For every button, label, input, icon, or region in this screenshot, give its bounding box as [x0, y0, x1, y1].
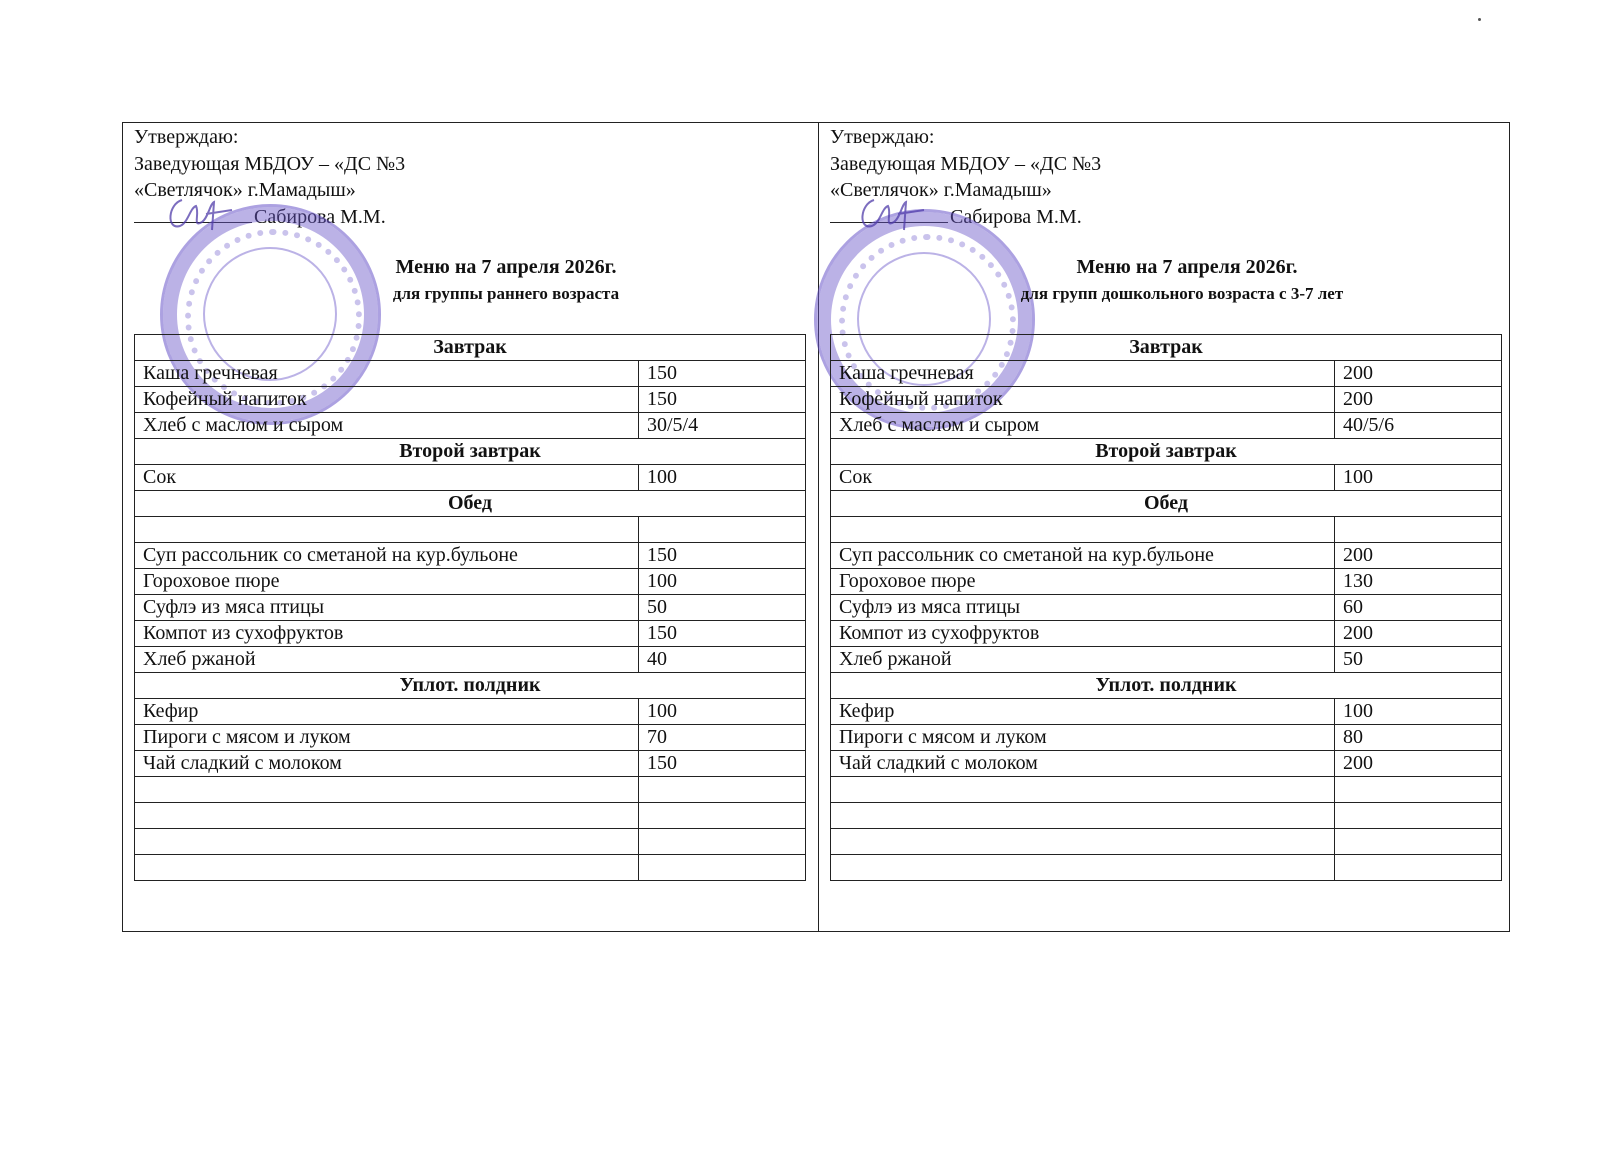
table-row: [135, 465, 806, 491]
table-row: [135, 751, 806, 777]
meal-section-title: Завтрак: [831, 335, 1502, 361]
portion-weight: 50: [1335, 647, 1502, 673]
table-row: [831, 725, 1502, 751]
table-row: [135, 699, 806, 725]
portion-weight: 150: [639, 387, 806, 413]
portion-weight: 200: [1335, 361, 1502, 387]
portion-weight: 150: [639, 543, 806, 569]
portion-weight: 100: [639, 569, 806, 595]
dish-name: Кефир: [831, 699, 1335, 725]
approval-signer: Сабирова М.М.: [254, 205, 386, 228]
dish-name: [135, 829, 639, 855]
approval-position: Заведующая МБДОУ – «ДС №3: [134, 152, 406, 175]
dish-name: Хлеб с маслом и сыром: [135, 413, 639, 439]
table-row: [831, 413, 1502, 439]
approval-label: Утверждаю:: [830, 126, 935, 148]
dish-name: Кофейный напиток: [135, 387, 639, 413]
table-row: [831, 699, 1502, 725]
section-header-row: [135, 491, 806, 517]
portion-weight: [639, 777, 806, 803]
dish-name: [831, 855, 1335, 881]
dish-name: Суфлэ из мяса птицы: [831, 595, 1335, 621]
menu-table: [134, 334, 806, 881]
table-row: [135, 855, 806, 881]
table-row: [135, 595, 806, 621]
dish-name: [831, 517, 1335, 543]
menu-subtitle: для групп дошкольного возраста с 3-7 лет: [1020, 284, 1344, 303]
dish-name: [135, 803, 639, 829]
section-header-row: [831, 335, 1502, 361]
table-row: [831, 387, 1502, 413]
table-row: [831, 543, 1502, 569]
approval-block: [830, 124, 1101, 230]
menu-panel-early-age: [126, 124, 816, 924]
portion-weight: 40: [639, 647, 806, 673]
meal-section-title: Обед: [135, 491, 806, 517]
portion-weight: [1335, 803, 1502, 829]
table-row: [831, 829, 1502, 855]
portion-weight: 60: [1335, 595, 1502, 621]
portion-weight: [1335, 517, 1502, 543]
dish-name: Каша гречневая: [135, 361, 639, 387]
section-header-row: [831, 439, 1502, 465]
approval-signature-line: [830, 204, 1101, 231]
table-row: [135, 569, 806, 595]
portion-weight: 40/5/6: [1335, 413, 1502, 439]
dish-name: [831, 777, 1335, 803]
portion-weight: [639, 829, 806, 855]
signature-underline: [830, 222, 948, 223]
dish-name: Компот из сухофруктов: [831, 621, 1335, 647]
dish-name: Сок: [135, 465, 639, 491]
dish-name: Суфлэ из мяса птицы: [135, 595, 639, 621]
table-row: [135, 647, 806, 673]
table-row: [831, 751, 1502, 777]
table-row: [831, 595, 1502, 621]
dish-name: Пироги с мясом и луком: [135, 725, 639, 751]
portion-weight: 50: [639, 595, 806, 621]
portion-weight: [639, 803, 806, 829]
table-row: [135, 413, 806, 439]
table-row: [135, 803, 806, 829]
dish-name: Компот из сухофруктов: [135, 621, 639, 647]
dish-name: [135, 777, 639, 803]
table-row: [135, 543, 806, 569]
dish-name: Хлеб с маслом и сыром: [831, 413, 1335, 439]
meal-section-title: Второй завтрак: [135, 439, 806, 465]
dish-name: Сок: [831, 465, 1335, 491]
table-row: [831, 803, 1502, 829]
table-row: [135, 517, 806, 543]
portion-weight: 200: [1335, 621, 1502, 647]
dish-name: [135, 855, 639, 881]
portion-weight: [639, 855, 806, 881]
dish-name: Гороховое пюре: [831, 569, 1335, 595]
table-row: [135, 621, 806, 647]
signature-underline: [134, 222, 252, 223]
dish-name: [831, 803, 1335, 829]
portion-weight: 100: [1335, 699, 1502, 725]
menu-subtitle: для группы раннего возраста: [392, 284, 620, 303]
menu-title: Меню на 7 апреля 2026г.: [395, 256, 617, 278]
portion-weight: 70: [639, 725, 806, 751]
dish-name: Суп рассольник со сметаной на кур.бульоне: [831, 543, 1335, 569]
table-row: [831, 361, 1502, 387]
table-row: [831, 465, 1502, 491]
portion-weight: 100: [639, 465, 806, 491]
approval-block: [134, 124, 405, 230]
dish-name: Суп рассольник со сметаной на кур.бульоне: [135, 543, 639, 569]
table-row: [831, 517, 1502, 543]
table-row: [831, 621, 1502, 647]
portion-weight: 150: [639, 751, 806, 777]
portion-weight: 200: [1335, 751, 1502, 777]
portion-weight: [1335, 777, 1502, 803]
table-row: [831, 777, 1502, 803]
meal-section-title: Завтрак: [135, 335, 806, 361]
table-row: [831, 855, 1502, 881]
dish-name: Кефир: [135, 699, 639, 725]
approval-organization: «Светлячок» г.Мамадыш»: [830, 179, 1052, 201]
portion-weight: [1335, 855, 1502, 881]
scan-speck: [1478, 18, 1481, 21]
section-header-row: [831, 491, 1502, 517]
portion-weight: 80: [1335, 725, 1502, 751]
portion-weight: 150: [639, 361, 806, 387]
meal-section-title: Второй завтрак: [831, 439, 1502, 465]
approval-label: Утверждаю:: [134, 126, 239, 148]
portion-weight: [1335, 829, 1502, 855]
portion-weight: 200: [1335, 543, 1502, 569]
dish-name: Гороховое пюре: [135, 569, 639, 595]
dish-name: Хлеб ржаной: [135, 647, 639, 673]
section-header-row: [135, 439, 806, 465]
approval-position: Заведующая МБДОУ – «ДС №3: [830, 152, 1102, 175]
table-row: [135, 387, 806, 413]
approval-signer: Сабирова М.М.: [950, 205, 1082, 228]
column-divider: [818, 122, 819, 932]
table-row: [135, 361, 806, 387]
dish-name: Каша гречневая: [831, 361, 1335, 387]
menu-table: [830, 334, 1502, 881]
dish-name: [831, 829, 1335, 855]
table-row: [831, 647, 1502, 673]
meal-section-title: Уплот. полдник: [831, 673, 1502, 699]
section-header-row: [831, 673, 1502, 699]
dish-name: [135, 517, 639, 543]
dish-name: Пироги с мясом и луком: [831, 725, 1335, 751]
approval-signature-line: [134, 204, 405, 231]
portion-weight: 100: [639, 699, 806, 725]
section-header-row: [135, 335, 806, 361]
meal-section-title: Уплот. полдник: [135, 673, 806, 699]
table-row: [135, 725, 806, 751]
portion-weight: 100: [1335, 465, 1502, 491]
dish-name: Чай сладкий с молоком: [135, 751, 639, 777]
menu-title: Меню на 7 апреля 2026г.: [1076, 256, 1298, 278]
portion-weight: 200: [1335, 387, 1502, 413]
table-row: [135, 777, 806, 803]
approval-organization: «Светлячок» г.Мамадыш»: [134, 179, 356, 201]
dish-name: Кофейный напиток: [831, 387, 1335, 413]
meal-section-title: Обед: [831, 491, 1502, 517]
dish-name: Чай сладкий с молоком: [831, 751, 1335, 777]
portion-weight: 150: [639, 621, 806, 647]
table-row: [135, 829, 806, 855]
section-header-row: [135, 673, 806, 699]
portion-weight: [639, 517, 806, 543]
menu-panel-preschool: [822, 124, 1512, 924]
dish-name: Хлеб ржаной: [831, 647, 1335, 673]
table-row: [831, 569, 1502, 595]
portion-weight: 30/5/4: [639, 413, 806, 439]
portion-weight: 130: [1335, 569, 1502, 595]
